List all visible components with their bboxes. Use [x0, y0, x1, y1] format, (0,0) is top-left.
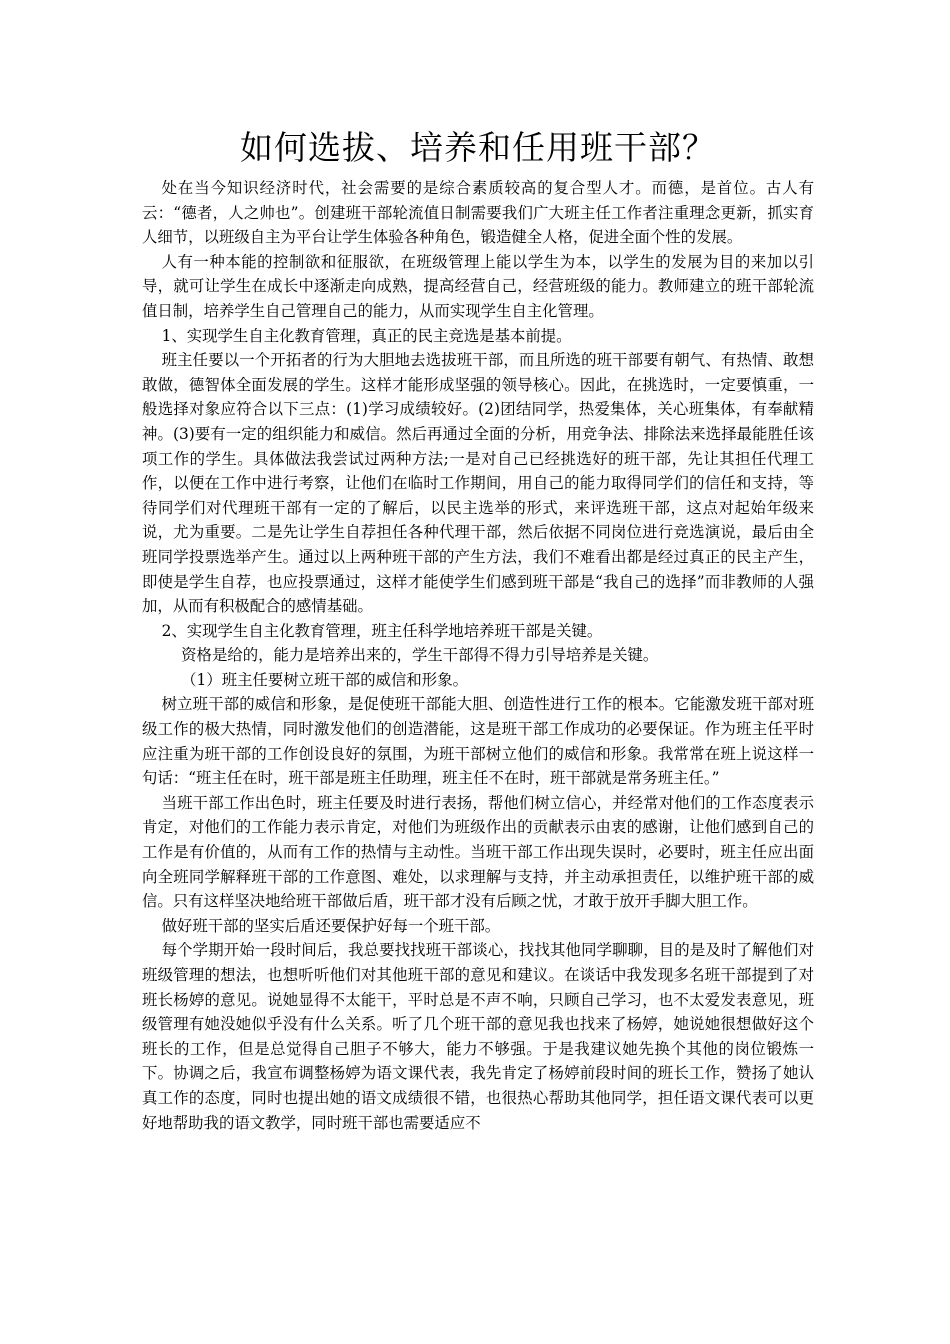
document-title: 如何选拔、培养和任用班干部？: [240, 128, 716, 167]
document-page: [142, 126, 814, 1135]
subsection-heading-1: （1）班主任要树立班干部的威信和形象。: [181, 670, 468, 689]
section-heading-1: 1、实现学生自主化教育管理，真正的民主竞选是基本前提。: [161, 326, 572, 345]
section-heading-2: 2、实现学生自主化教育管理，班主任科学地培养班干部是关键。: [161, 621, 603, 640]
paragraph-selection: 班主任要以一个开拓者的行为大胆地去选拔班干部，而且所选的班干部要有朝气、有热情、敢想敢做，德智体全面发展的学生。这样才能形成坚强的领导核心。因此，在挑选时，一定要慎重，一般选择对象应符合以下三点：(1)学习成绩较好。(2)团结同学，热爱集体，关心班集体，有奉献精神。(3)要有一定的组织能力和威信。然后再通过全面的分析，用竞争法、排除法来选择最能胜任该项工作的学生。具体做法我尝试过两种方法;一是对自己已经挑选好的班干部，先让其担任代理工作，以便在工作中进行考察，让他们在临时工作期间，用自己的能力取得同学们的信任和支持，等待同学们对代理班干部有一定的了解后，以民主选举的形式，来评选班干部，这点对起始年级来说，尤为重要。二是先让学生自荐担任各种代理干部，然后依据不同岗位进行竞选演说，最后由全班同学投票选举产生。通过以上两种班干部的产生方法，我们不难看出都是经过真正的民主产生，即使是学生自荐，也应投票通过，这样才能使学生们感到班干部是“我自己的选择”而非教师的人强加，从而有积极配合的感情基础。: [142, 351, 814, 616]
paragraph-prestige: 树立班干部的威信和形象，是促使班干部能大胆、创造性进行工作的根本。它能激发班干部对班级工作的极大热情，同时激发他们的创造潜能，这是班干部工作成功的必要保证。作为班主任平时应注重为班干部的工作创设良好的氛围，为班干部树立他们的威信和形象。我常常在班上说这样一句话：“班主任在时，班干部是班主任助理，班主任不在时，班干部就是常务班主任。”: [142, 695, 814, 788]
paragraph-control-desire: 人有一种本能的控制欲和征服欲，在班级管理上能以学生为本，以学生的发展为目的来加以引导，就可让学生在成长中逐渐走向成熟，提高经营自己，经营班级的能力。教师建立的班干部轮流值日制，培养学生自己管理自己的能力，从而实现学生自主化管理。: [142, 252, 814, 320]
paragraph-ability: 资格是给的，能力是培养出来的，学生干部得不得力引导培养是关键。: [181, 646, 659, 665]
paragraph-case: 每个学期开始一段时间后，我总要找找班干部谈心，找找其他同学聊聊，目的是及时了解他们对班级管理的想法，也想听听他们对其他班干部的意见和建议。在谈话中我发现多名班干部提到了对班长杨婷的意见。说她显得不太能干，平时总是不声不响，只顾自己学习，也不太爱发表意见，班级管理有她没她似乎没有什么关系。听了几个班干部的意见我也找来了杨婷，她说她很想做好这个班长的工作，但是总觉得自己胆子不够大，能力不够强。于是我建议她先换个其他的岗位锻炼一下。协调之后，我宣布调整杨婷为语文课代表，我先肯定了杨婷前段时间的班长工作，赞扬了她认真工作的态度，同时也提出她的语文成绩很不错，也很热心帮助其他同学，担任语文课代表可以更好地帮助我的语文教学，同时班干部也需要适应不: [142, 941, 814, 1132]
paragraph-praise: 当班干部工作出色时，班主任要及时进行表扬，帮他们树立信心，并经常对他们的工作态度表示肯定，对他们的工作能力表示肯定，对他们为班级作出的贡献表示由衷的感谢，让他们感到自己的工作是有价值的，从而有工作的热情与主动性。当班干部工作出现失误时，必要时，班主任应出面向全班同学解释班干部的工作意图、难处，以求理解与支持，并主动承担责任，以维护班干部的威信。只有这样坚决地给班干部做后盾，班干部才没有后顾之忧，才敢于放开手脚大胆工作。: [142, 793, 814, 911]
paragraph-intro: 处在当今知识经济时代，社会需要的是综合素质较高的复合型人才。而德，是首位。古人有云：“德者，人之帅也”。创建班干部轮流值日制需要我们广大班主任工作者注重理念更新，抓实育人细节，以班级自主为平台让学生体验各种角色，锻造健全人格，促进全面个性的发展。: [142, 179, 814, 247]
paragraph-backing: 做好班干部的坚实后盾还要保护好每一个班干部。: [161, 916, 501, 935]
